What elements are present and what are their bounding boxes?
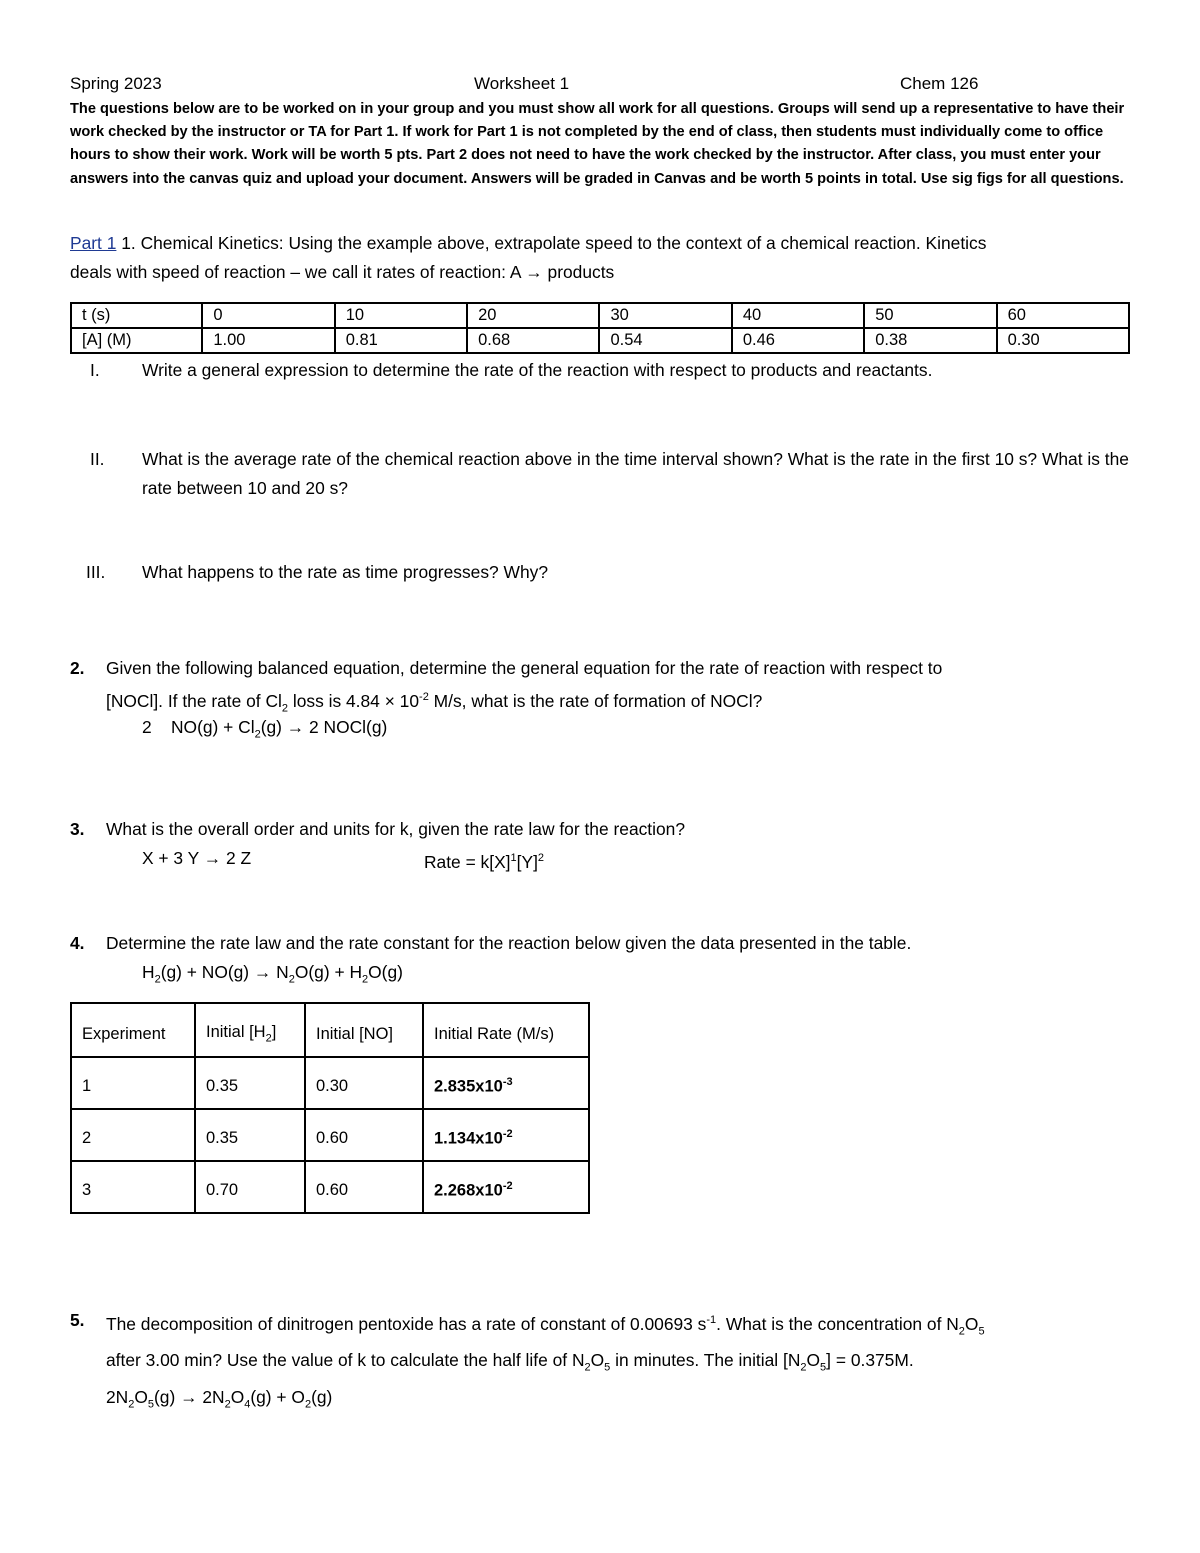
q3-rate-law: Rate = $k[X]^1[Y]^2$	[424, 851, 545, 872]
header-initial-no: Initial [NO]	[305, 1003, 423, 1057]
table-cell: 0.70	[195, 1161, 305, 1213]
initial-rates-table	[70, 1002, 590, 1214]
subquestion-2-number: II.	[90, 449, 105, 469]
table-cell: 0.46	[732, 328, 864, 353]
part1-intro-line1: 1. Chemical Kinetics: Using the example above, extrapolate speed to the context of a chemical reaction. Kinetics	[116, 233, 987, 253]
table-cell: 0.30	[997, 328, 1129, 353]
q5-number: 5.	[70, 1310, 85, 1330]
instructions: The questions below are to be worked on in your group and you must show all work for all questions. Groups will send up a representative to have their work checked by the instructor or TA for Part 1. If work for Part 1 is not completed by the end of class, then students must individually come to office hours to show their work. Work will be worth 5 pts. Part 2 does not need to have the work checked by the instructor. After class, you must enter your answers into the canvas quiz and upload your document. Answers will be graded in Canvas and be worth 5 points in total. Use sig figs for all questions.	[70, 101, 1125, 187]
q5-equation: $2N_2O_5(g) \to 2N_2O_4(g) + O_2(g)$	[106, 1386, 333, 1411]
table-cell: 60	[997, 303, 1129, 328]
table-header-row	[71, 1003, 589, 1057]
table-cell: 0.60	[305, 1109, 423, 1161]
part1-label: Part 1	[70, 233, 117, 253]
table-cell: 50	[864, 303, 996, 328]
q2-text: Given the following balanced equation, determine the general equation for the rate of reaction with respect to [NOCl]. If the rate of $Cl_2$ loss is $4.84 \times 10^{-2}$ M/s, what is the rate of formation of NOCl?	[106, 658, 943, 715]
row-header-concentration: [A] (M)	[71, 328, 202, 353]
subquestion-1-text: Write a general expression to determine the rate of the reaction with respect to products and reactants.	[142, 360, 933, 380]
table-cell: 30	[599, 303, 731, 328]
table-cell: 0.30	[305, 1057, 423, 1109]
concentration-time-table	[70, 302, 1130, 354]
q3-text: What is the overall order and units for k, given the rate law for the reaction?	[106, 819, 686, 839]
table-cell: 0.68	[467, 328, 599, 353]
subquestion-2-text: What is the average rate of the chemical reaction above in the time interval shown? What is the rate in the first 10 s? What is the rate between 10 and 20 s?	[142, 449, 1129, 498]
table-cell: 3	[71, 1161, 195, 1213]
q4-number: 4.	[70, 933, 85, 953]
header-term: Spring 2023	[70, 74, 162, 93]
subquestion-3-number: III.	[86, 562, 106, 582]
table-row	[71, 1161, 589, 1213]
header-title: Worksheet 1	[474, 74, 570, 93]
table-cell: $1.134x10^{-2}$	[423, 1109, 589, 1161]
table-cell: $2.268x10^{-2}$	[423, 1161, 589, 1213]
header-experiment: Experiment	[71, 1003, 195, 1057]
row-header-time: t (s)	[71, 303, 202, 328]
header-initial-rate: Initial Rate (M/s)	[423, 1003, 589, 1057]
table-row	[71, 1109, 589, 1161]
subquestion-3-text: What happens to the rate as time progresses? Why?	[142, 562, 548, 582]
part1-intro-line2: deals with speed of reaction – we call it rates of reaction: A → products	[70, 262, 615, 282]
table-cell: 0.60	[305, 1161, 423, 1213]
table-cell: 10	[335, 303, 467, 328]
q2-number: 2.	[70, 658, 85, 678]
table-cell: 0.81	[335, 328, 467, 353]
q3-number: 3.	[70, 819, 85, 839]
q2-equation: 2 $NO(g) + Cl_2(g) \to 2$ NOCl(g)	[142, 717, 388, 741]
q4-equation: $H_2(g) + NO(g) \to N_2O(g) + H_2O(g)$	[142, 962, 403, 986]
header-initial-h2: Initial $[H_2]$	[195, 1003, 305, 1057]
header-course: Chem 126	[900, 74, 979, 93]
table-cell: 1.00	[202, 328, 334, 353]
table-row	[71, 328, 1129, 353]
table-cell: 0	[202, 303, 334, 328]
table-cell: 2	[71, 1109, 195, 1161]
table-cell: 0.35	[195, 1057, 305, 1109]
table-row	[71, 303, 1129, 328]
table-cell: 0.35	[195, 1109, 305, 1161]
table-cell: $2.835x10^{-3}$	[423, 1057, 589, 1109]
table-row	[71, 1057, 589, 1109]
subquestion-1-number: I.	[90, 360, 100, 380]
q5-text: The decomposition of dinitrogen pentoxide has a rate of constant of 0.00693 $s^{-1}$. What is the concentration of $N_2O_5$ after 3.00 min? Use the value of k to calculate the half life of $N_2O_5$ in minutes. The initial $[N_2O_5] = 0.375M$. $2N_2O_5(g) \to 2N_2O_4(g) + O_2(g)$	[106, 1313, 985, 1411]
table-cell: 0.38	[864, 328, 996, 353]
part1-intro	[70, 229, 1150, 287]
table-cell: 20	[467, 303, 599, 328]
q4-text: Determine the rate law and the rate constant for the reaction below given the data presented in the table.	[106, 933, 912, 953]
q3-reaction: X + 3 Y → 2 Z	[142, 848, 252, 868]
table-cell: 40	[732, 303, 864, 328]
table-cell: 0.54	[599, 328, 731, 353]
table-cell: 1	[71, 1057, 195, 1109]
